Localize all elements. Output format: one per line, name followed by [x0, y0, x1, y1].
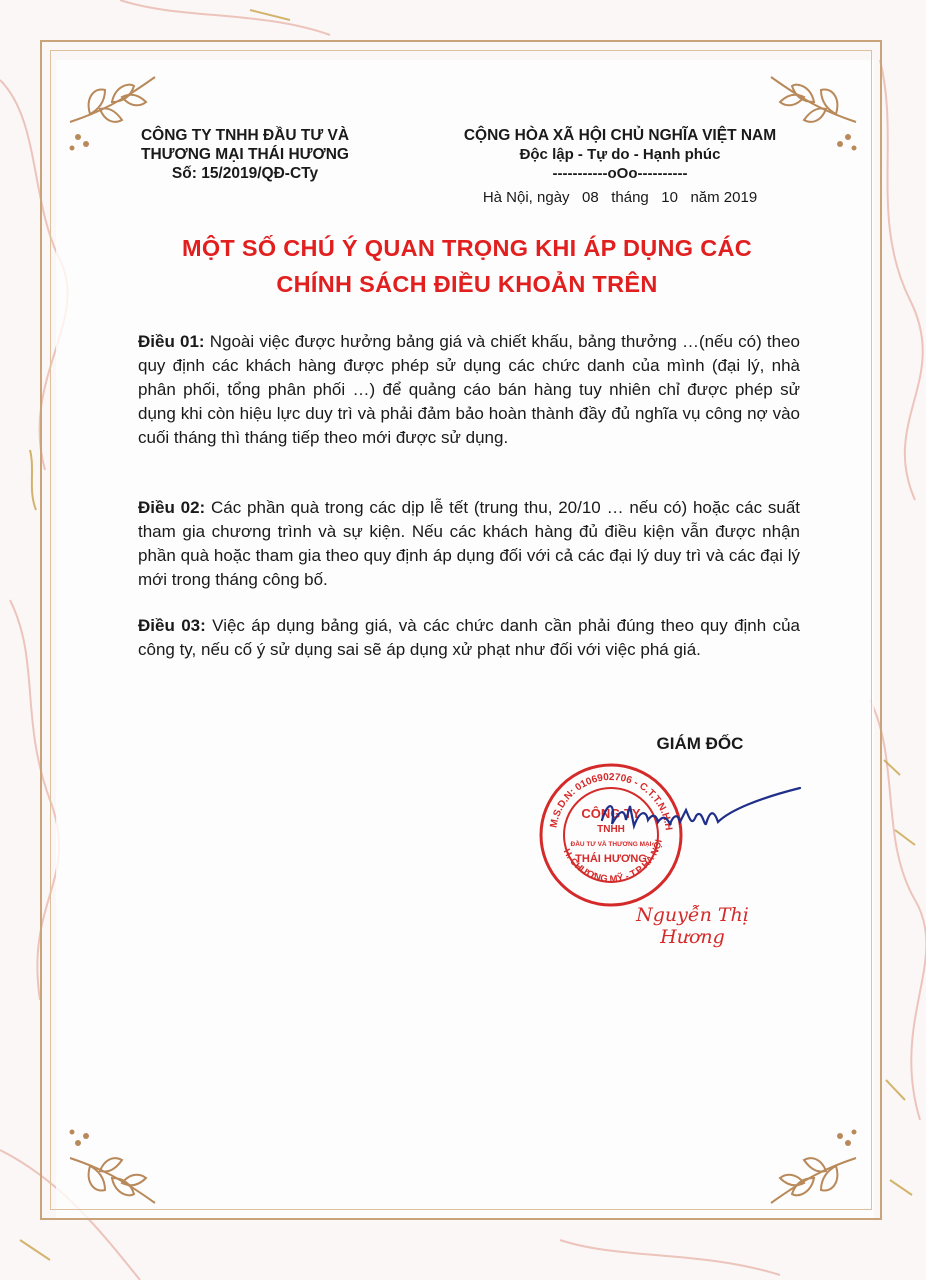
nation-title: CỘNG HÒA XÃ HỘI CHỦ NGHĨA VIỆT NAM	[463, 127, 777, 144]
director-title: GIÁM ĐỐC	[656, 734, 744, 753]
document-number: Số: 15/2019/QĐ-CTy	[171, 165, 319, 182]
article-label: Điều 03:	[138, 616, 206, 635]
signer-name: Nguyễn Thị Hương	[636, 904, 749, 948]
article-03	[138, 614, 800, 662]
seal-ring-text: M.S.D.N: 0106902706 - C.T.T.N.H.H	[548, 771, 674, 832]
seal-line4: THÁI HƯƠNG	[575, 853, 647, 865]
seal-line2: TNHH	[597, 824, 625, 835]
company-header	[110, 126, 380, 183]
title-line1: MỘT SỐ CHÚ Ý QUAN TRỌNG KHI ÁP DỤNG CÁC	[181, 235, 753, 261]
article-label: Điều 02:	[138, 498, 206, 517]
article-02	[138, 496, 800, 592]
seal-line3: ĐẦU TƯ VÀ THƯƠNG MẠI	[570, 841, 652, 848]
leaf-corner-ornament-icon	[756, 1108, 866, 1218]
title-line2: CHÍNH SÁCH ĐIỀU KHOẢN TRÊN	[276, 271, 658, 297]
handwritten-signature	[590, 780, 810, 850]
header-separator: -----------oOo----------	[552, 165, 688, 182]
national-motto: Độc lập - Tự do - Hạnh phúc	[519, 146, 721, 163]
article-text: Các phần quà trong các dịp lễ tết (trung thu, 20/10 … nếu có) hoặc các suất tham gia chương trình và sự kiện. Nếu các khách hàng đủ điều kiện vẫn được nhận phần quà hoặc tham gia theo quy định áp dụng đối với cả các đại lý duy trì và các đại lý mới trong tháng công bố.	[138, 498, 800, 589]
national-header	[430, 126, 810, 183]
article-text: Việc áp dụng bảng giá, và các chức danh cần phải đúng theo quy định của công ty, nếu cố ý sử dụng sai sẽ áp dụng xử phạt như đối với việc phá giá.	[138, 616, 801, 659]
company-name-line1: CÔNG TY TNHH ĐẦU TƯ VÀ	[140, 127, 350, 144]
article-text: Ngoài việc được hưởng bảng giá và chiết khấu, bảng thưởng …(nếu có) theo quy định các khách hàng được phép sử dụng các chức danh của mình (đại lý, nhà phân phối, tổng phân phối …) để quảng cáo bán hàng tuy nhiên chỉ được phép sử dụng khi còn hiệu lực duy trì và phải đảm bảo hoàn thành đầy đủ nghĩa vụ công nợ vào cuối tháng thì tháng tiếp theo mới được sử dụng.	[138, 332, 800, 447]
seal-bottom-text: H. CHƯƠNG MỸ - T.P HÀ NỘI	[560, 838, 665, 885]
company-name-line2: THƯƠNG MẠI THÁI HƯƠNG	[140, 146, 349, 163]
article-label: Điều 01:	[138, 332, 205, 351]
article-01	[138, 330, 800, 450]
seal-line1: CÔNG TY	[581, 806, 641, 821]
document-date: Hà Nội, ngày 08 tháng 10 năm 2019	[482, 189, 758, 206]
leaf-corner-ornament-icon	[60, 1108, 170, 1218]
document-title	[100, 230, 834, 302]
